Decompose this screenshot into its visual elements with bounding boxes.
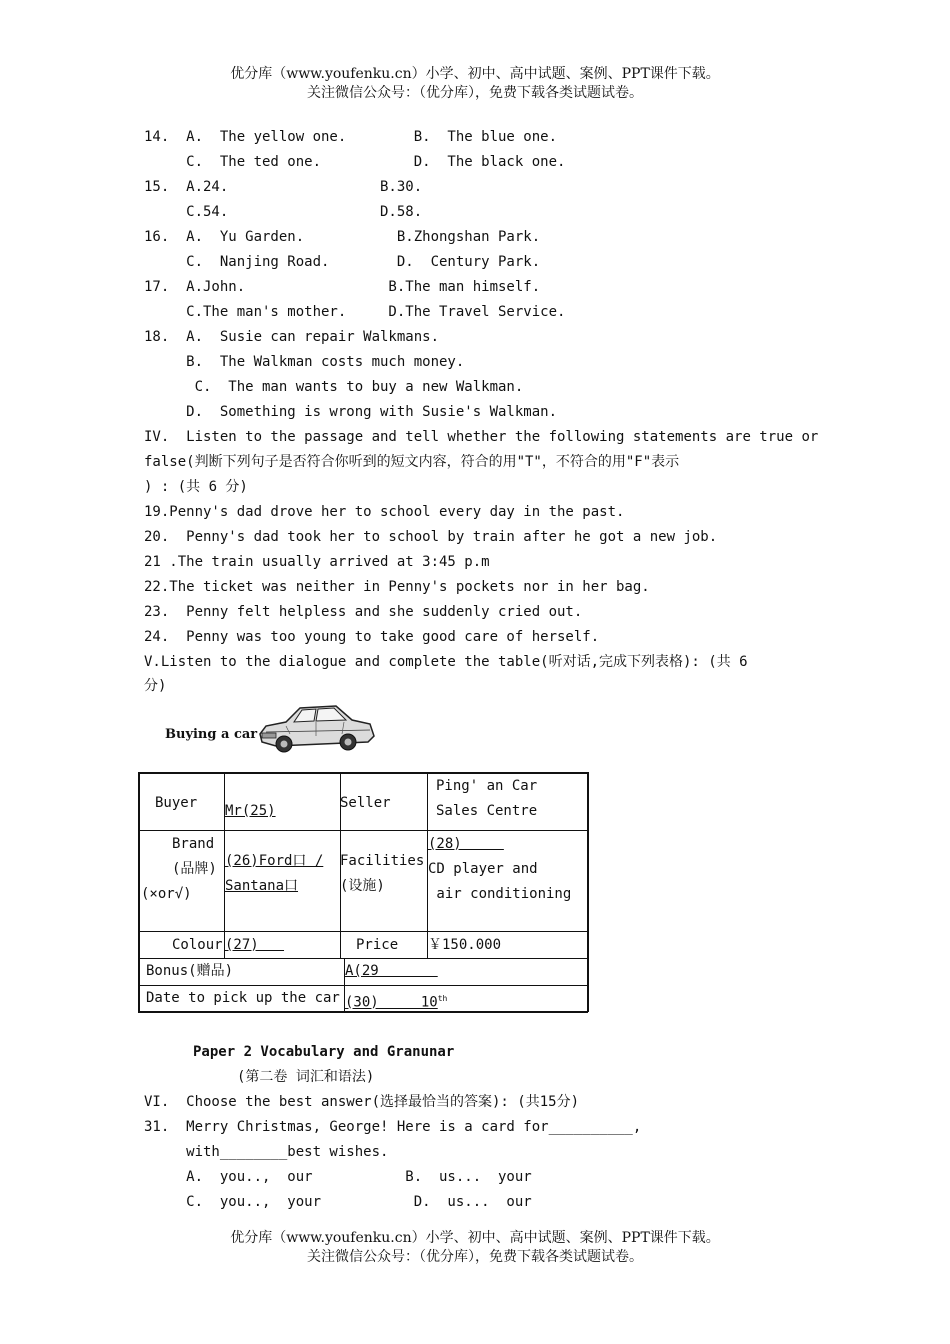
facilities-label: Facilities: [340, 853, 425, 869]
car-illustration: [256, 700, 378, 760]
section-4-instructions: IV. Listen to the passage and tell whether the following statements are true or: [144, 429, 819, 445]
brand-value: Santana口: [225, 878, 299, 894]
question-line: C. Nanjing Road. D. Century Park.: [144, 254, 541, 270]
seller-label: Seller: [340, 795, 391, 811]
question-line: 18. A. Susie can repair Walkmans.: [144, 329, 440, 345]
facilities-value: (28): [428, 836, 504, 852]
paper-2-subtitle: (第二卷 词汇和语法): [237, 1069, 375, 1085]
question-line: C. The man wants to buy a new Walkman.: [144, 379, 524, 395]
question-line: 17. A.John. B.The man himself.: [144, 279, 541, 295]
statement-22: 22.The ticket was neither in Penny's pockets nor in her bag.: [144, 579, 650, 595]
question-line: B. The Walkman costs much money.: [144, 354, 465, 370]
section-6-instructions: VI. Choose the best answer(选择最恰当的答案): (共15分): [144, 1094, 580, 1110]
car-purchase-table: [138, 772, 588, 1012]
brand-label: (×or√): [141, 886, 192, 902]
question-line: 16. A. Yu Garden. B.Zhongshan Park.: [144, 229, 541, 245]
header-line-1: 优分库（www.youfenku.cn）小学、初中、高中试题、案例、PPT课件下载。: [230, 66, 720, 82]
section-5-instructions: 分): [144, 678, 167, 694]
question-31-options: C. you.., your D. us... our: [144, 1194, 532, 1210]
question-line: 14. A. The yellow one. B. The blue one.: [144, 129, 558, 145]
question-31: with________best wishes.: [144, 1144, 389, 1160]
header-line-2: 关注微信公众号：（优分库），免费下载各类试题试卷。: [307, 85, 643, 101]
question-31-options: A. you.., our B. us... your: [144, 1169, 532, 1185]
colour-label: Colour: [172, 937, 223, 953]
brand-value: (26)Ford口 /: [225, 853, 324, 869]
paper-2-title: Paper 2 Vocabulary and Granunar: [193, 1044, 455, 1060]
question-line: C. The ted one. D. The black one.: [144, 154, 566, 170]
section-5-instructions: V.Listen to the dialogue and complete the table(听对话,完成下列表格): (共 6: [144, 654, 748, 670]
date-value-text: (30) 10: [345, 994, 438, 1011]
seller-value: Ping' an Car: [436, 778, 538, 794]
buyer-value: Mr(25): [225, 803, 276, 819]
seller-value: Sales Centre: [436, 803, 538, 819]
question-line: 15. A.24. B.30.: [144, 179, 423, 195]
statement-20: 20. Penny's dad took her to school by train after he got a new job.: [144, 529, 718, 545]
facilities-label: (设施): [340, 878, 385, 894]
date-value-suffix: th: [437, 994, 448, 1003]
question-line: C.The man's mother. D.The Travel Service.: [144, 304, 566, 320]
statement-19: 19.Penny's dad drove her to school every day in the past.: [144, 504, 625, 520]
question-line: C.54. D.58.: [144, 204, 423, 220]
facilities-value: CD player and: [428, 861, 538, 877]
brand-label: Brand: [172, 836, 215, 852]
question-31: 31. Merry Christmas, George! Here is a card for__________,: [144, 1119, 642, 1135]
question-line: D. Something is wrong with Susie's Walkman.: [144, 404, 558, 420]
section-4-instructions: ) : (共 6 分): [144, 479, 248, 495]
colour-value: (27): [225, 937, 285, 953]
footer-line-2: 关注微信公众号：（优分库），免费下载各类试题试卷。: [307, 1249, 643, 1265]
price-value: ￥150.000: [428, 937, 502, 953]
date-value: [345, 986, 447, 1016]
brand-label: (品牌): [172, 861, 217, 877]
car-image-title: Buying a car: [165, 727, 258, 742]
statement-21: 21 .The train usually arrived at 3:45 p.m: [144, 554, 490, 570]
price-label: Price: [356, 937, 399, 953]
facilities-value: air conditioning: [428, 886, 572, 902]
buyer-label: Buyer: [155, 795, 198, 811]
statement-24: 24. Penny was too young to take good care of herself.: [144, 629, 600, 645]
bonus-label: Bonus(赠品): [146, 963, 234, 979]
date-label: Date to pick up the car: [146, 990, 340, 1006]
statement-23: 23. Penny felt helpless and she suddenly cried out.: [144, 604, 583, 620]
footer-line-1: 优分库（www.youfenku.cn）小学、初中、高中试题、案例、PPT课件下载。: [230, 1230, 720, 1246]
section-4-instructions: false(判断下列句子是否符合你听到的短文内容，符合的用"T"，不符合的用"F"表示: [144, 454, 680, 470]
bonus-value: A(29: [345, 963, 438, 979]
